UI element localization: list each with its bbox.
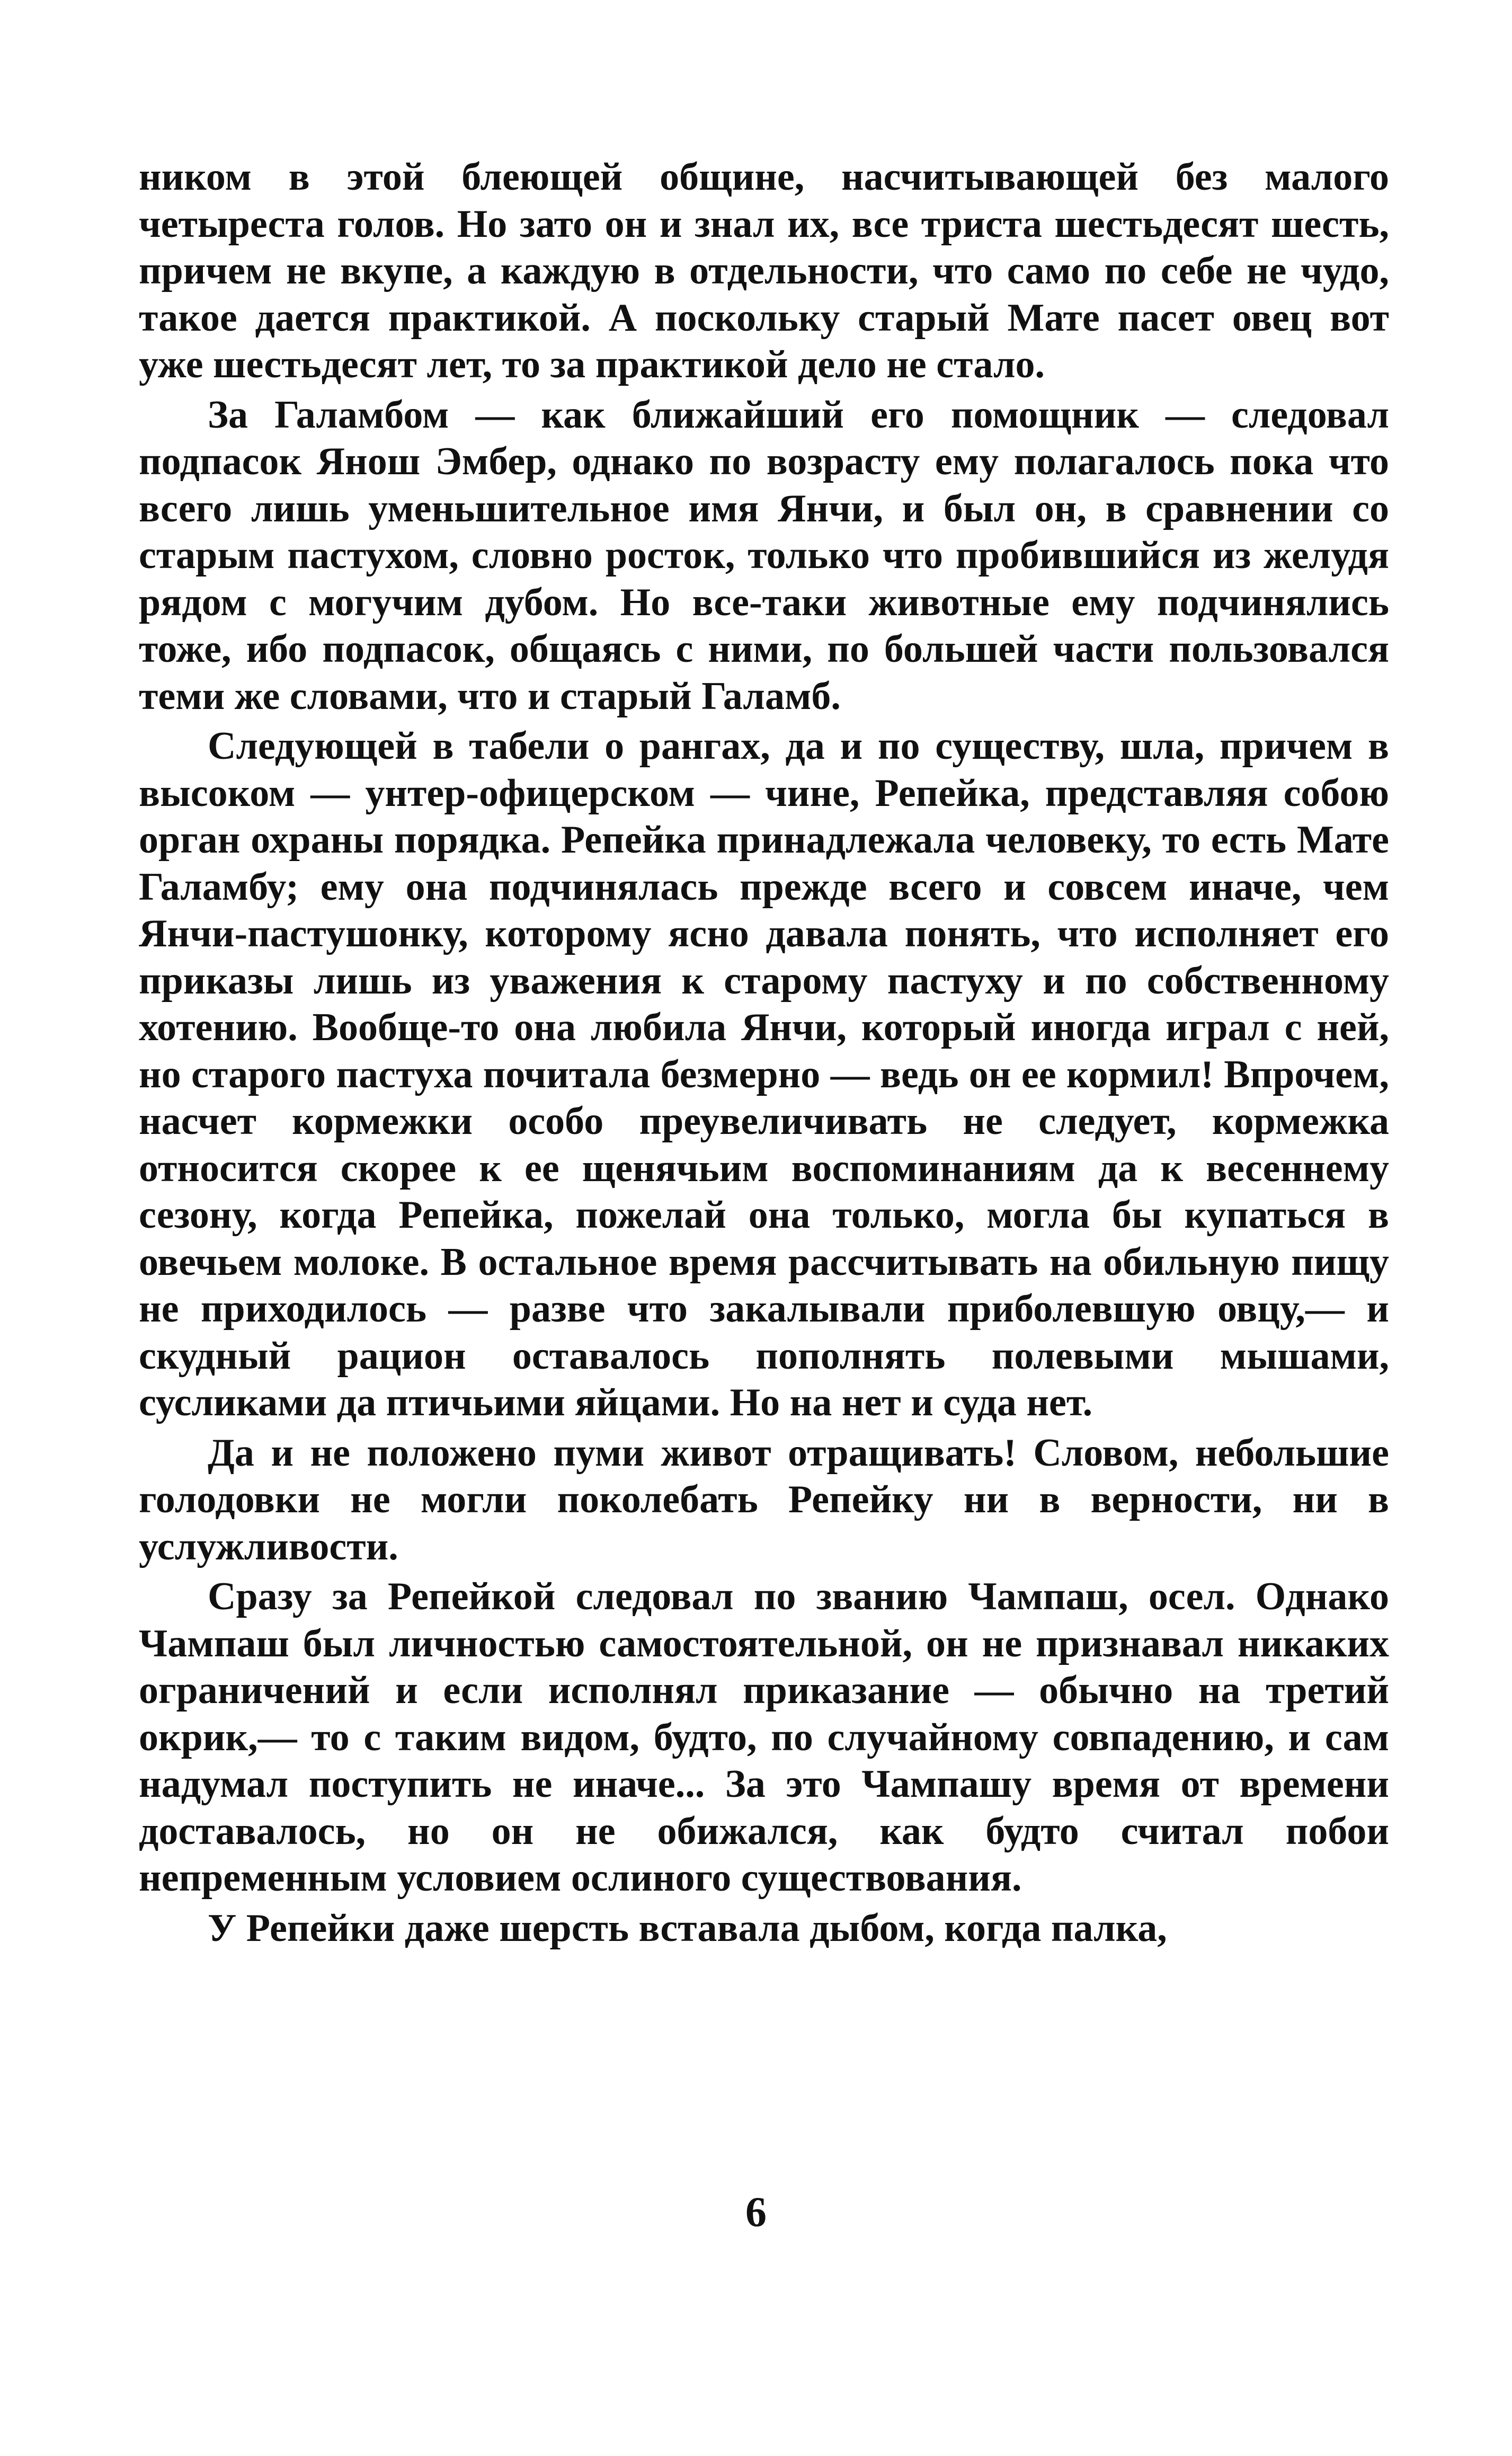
paragraph-5: Сразу за Репейкой следовал по званию Чампаш, осел. Однако Чампаш был личностью самостоятельной, он не признавал никаких ограничений и если исполнял приказание — обычно на третий окрик,— то с таким видом, будто, по случайному совпадению, и сам надумал поступить не иначе... За это Чампашу время от времени доставалось, но он не обижался, как будто считал побои непременным условием ослиного существования.	[139, 1575, 1389, 1900]
paragraph-1: ником в этой блеющей общине, насчитывающей без малого четыреста голов. Но зато он и знал их, все триста шестьдесят шесть, причем не вкупе, а каждую в отдельности, что само по себе не чудо, такое дается практикой. А поскольку старый Мате пасет овец вот уже шестьдесят лет, то за практикой дело не стало.	[139, 155, 1389, 386]
paragraph-3: Следующей в табели о рангах, да и по существу, шла, причем в высоком — унтер-офицерском — чине, Репейка, представляя собою орган охраны порядка. Репейка принадлежала человеку, то есть Мате Галамбу; ему она подчинялась прежде всего и совсем иначе, чем Янчи-пастушонку, которому ясно давала понять, что исполняет его приказы лишь из уважения к старому пастуху и по собственному хотению. Вообще-то она любила Янчи, который иногда играл с ней, но старого пастуха почитала безмерно — ведь он ее кормил! Впрочем, насчет кормежки особо преувеличивать не следует, кормежка относится скорее к ее щенячьим воспоминаниям да к весеннему сезону, когда Репейка, пожелай она только, могла бы купаться в овечьем молоке. В остальное время рассчитывать на обильную пищу не приходилось — разве что закалывали приболевшую овцу,— и скудный рацион оставалось пополнять полевыми мышами, сусликами да птичьими яйцами. Но на нет и суда нет.	[139, 724, 1389, 1424]
page-number: 6	[745, 2189, 767, 2236]
paragraph-4: Да и не положено пуми живот отращивать! Словом, небольшие голодовки не могли поколебать Репейку ни в верности, ни в услужливости.	[139, 1431, 1389, 1568]
paragraph-2: За Галамбом — как ближайший его помощник — следовал подпасок Янош Эмбер, однако по возрасту ему полагалось пока что всего лишь уменьшительное имя Янчи, и был он, в сравнении со старым пастухом, словно росток, только что пробившийся из желудя рядом с могучим дубом. Но все-таки животные ему подчинялись тоже, ибо подпасок, общаясь с ними, по большей части пользовался теми же словами, что и старый Галамб.	[139, 393, 1389, 718]
page-body	[139, 154, 1389, 1952]
paragraph-6: У Репейки даже шерсть вставала дыбом, когда палка,	[208, 1906, 1167, 1950]
